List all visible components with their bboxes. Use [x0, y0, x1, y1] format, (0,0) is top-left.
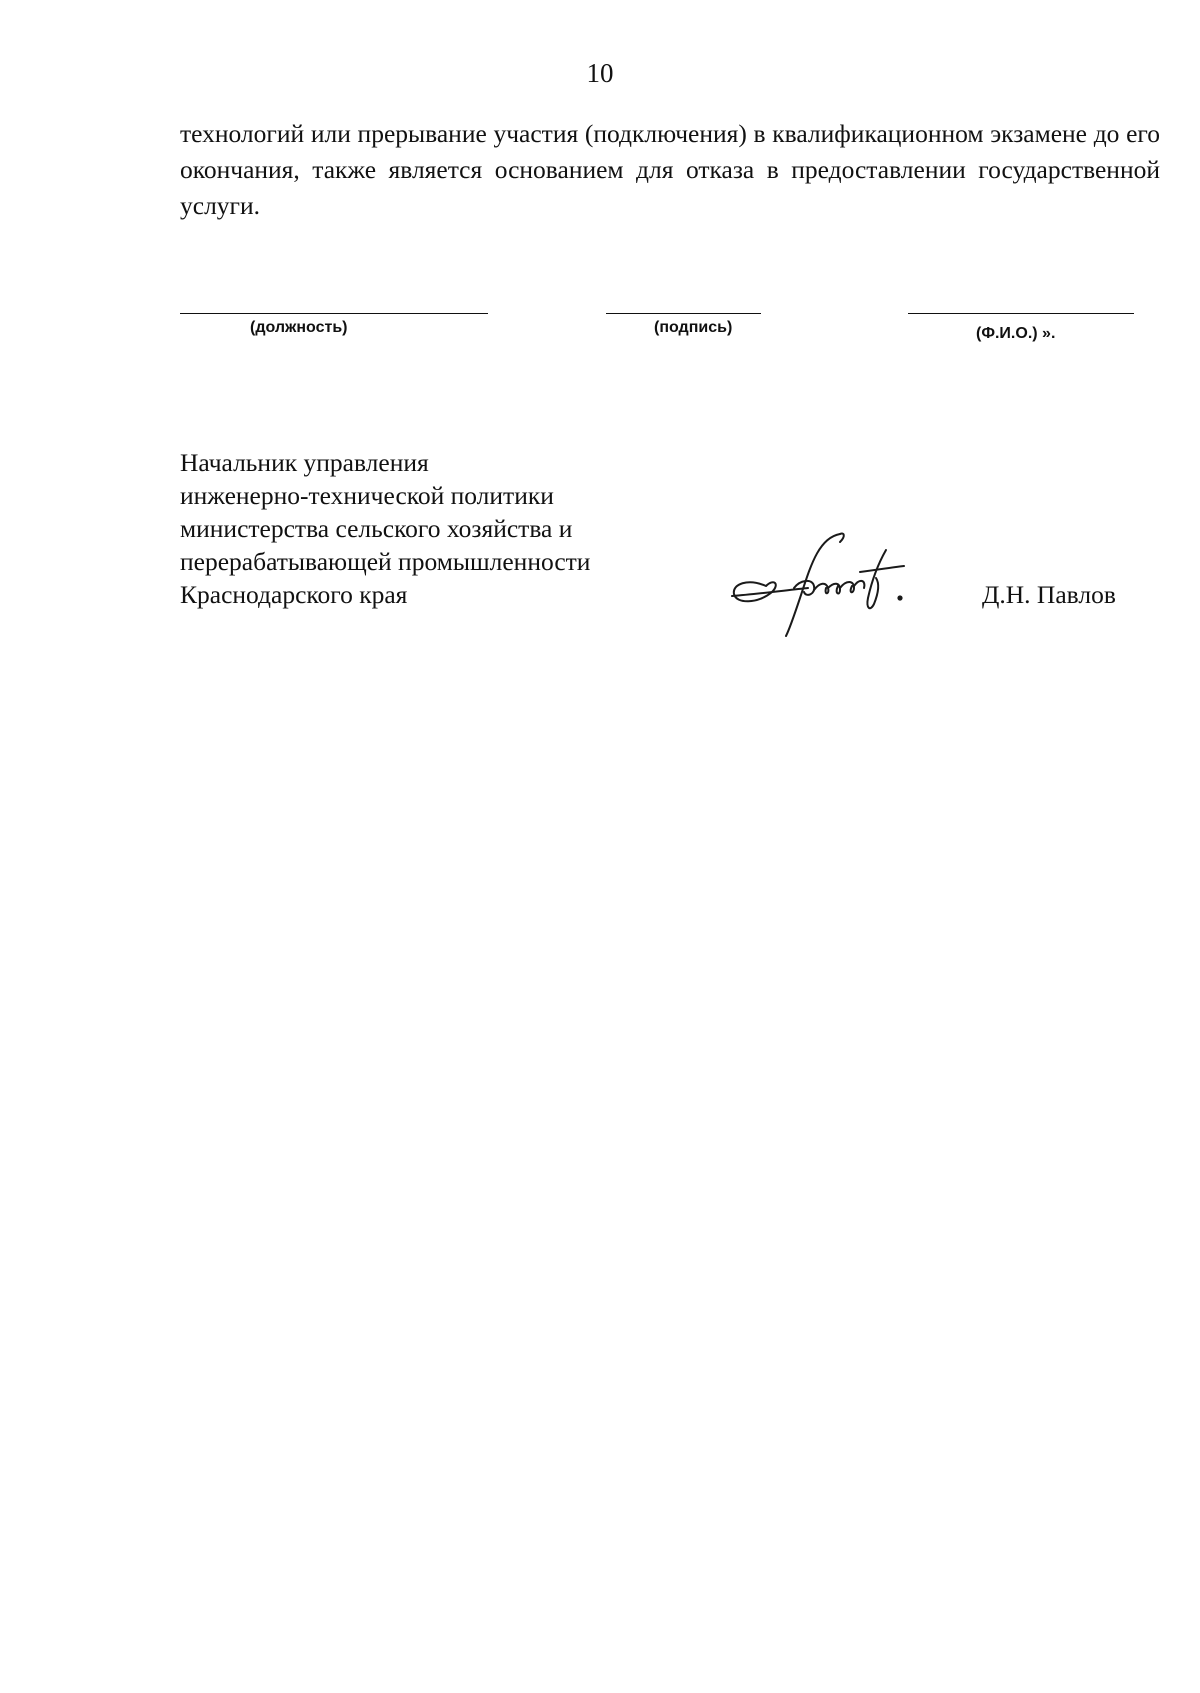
position-field-line [180, 313, 488, 314]
position-line: инженерно-технической политики [180, 481, 554, 510]
handwritten-signature-icon [728, 528, 918, 638]
position-line: Краснодарского края [180, 580, 408, 609]
signatory-position [180, 446, 700, 611]
page-number: 10 [586, 58, 614, 88]
position-line: перерабатывающей промышленности [180, 547, 591, 576]
signature-caption: (подпись) [654, 319, 733, 336]
position-line: министерства сельского хозяйства и [180, 514, 573, 543]
position-caption: (должность) [250, 319, 348, 336]
position-line: Начальник управления [180, 448, 429, 477]
signature-field-line [606, 313, 761, 314]
name-caption: (Ф.И.О.) ». [976, 325, 1056, 342]
signatory-name: Д.Н. Павлов [982, 580, 1116, 609]
name-field-line [908, 313, 1134, 314]
paragraph-continuation: технологий или прерывание участия (подключения) в квалификационном экзамене до его окончания, также является основанием для отказа в предоставлении государственной услуги. [180, 119, 1160, 220]
